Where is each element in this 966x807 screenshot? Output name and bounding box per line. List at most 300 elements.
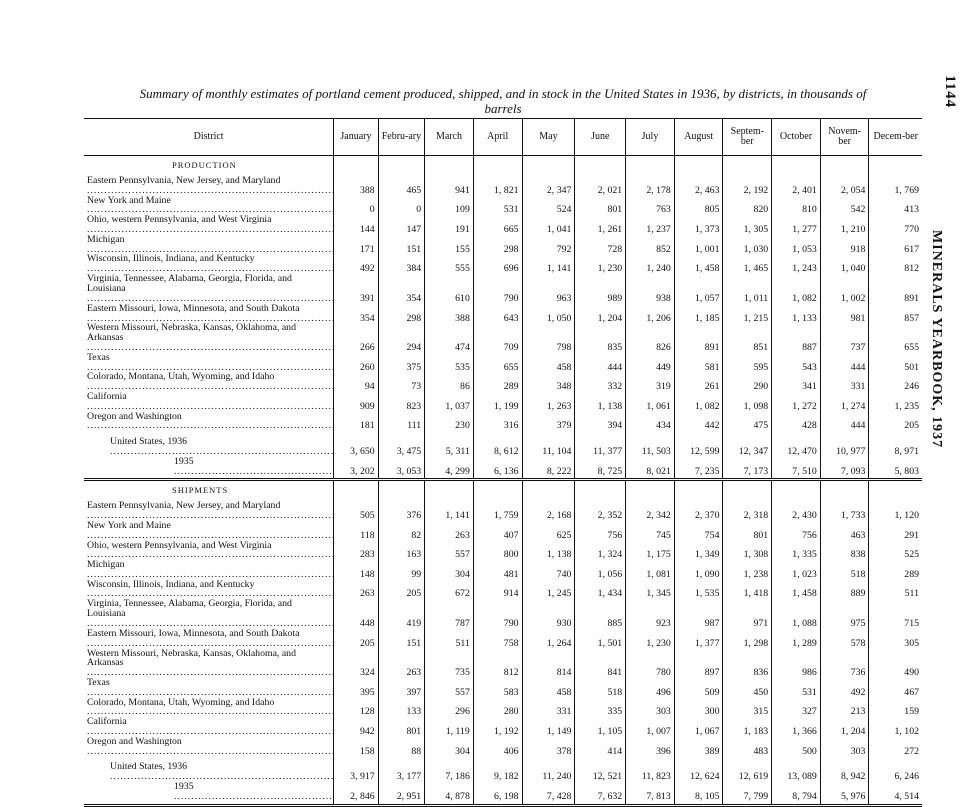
value-cell: 205 bbox=[378, 580, 425, 600]
value-cell: 1, 243 bbox=[772, 254, 821, 274]
value-cell: 823 bbox=[378, 392, 425, 412]
value-cell: 610 bbox=[425, 274, 474, 303]
value-cell: 1, 098 bbox=[723, 392, 772, 412]
value-cell: 1, 037 bbox=[425, 392, 474, 412]
total-value: 9, 182 bbox=[473, 756, 522, 782]
total-value: 2, 846 bbox=[334, 782, 378, 805]
district-name: Western Missouri, Nebraska, Kansas, Oklahoma, and Arkansas ..... bbox=[84, 323, 334, 352]
total-value: 12, 521 bbox=[575, 756, 626, 782]
value-cell: 181 bbox=[334, 412, 378, 432]
value-cell: 511 bbox=[425, 629, 474, 649]
value-cell: 319 bbox=[626, 372, 675, 392]
value-cell: 99 bbox=[378, 560, 425, 580]
value-cell: 395 bbox=[334, 678, 378, 698]
value-cell: 836 bbox=[723, 649, 772, 678]
total-value: 3, 053 bbox=[378, 457, 425, 480]
value-cell: 728 bbox=[575, 235, 626, 255]
total-value: 8, 942 bbox=[820, 756, 869, 782]
total-value: 11, 503 bbox=[626, 431, 675, 457]
value-cell: 1, 240 bbox=[626, 254, 675, 274]
value-cell: 375 bbox=[378, 353, 425, 373]
district-name: Wisconsin, Illinois, Indiana, and Kentucky ..... bbox=[84, 254, 334, 274]
value-cell: 324 bbox=[334, 649, 378, 678]
value-cell: 989 bbox=[575, 274, 626, 303]
value-cell: 1, 183 bbox=[723, 717, 772, 737]
value-cell: 696 bbox=[473, 254, 522, 274]
value-cell: 1, 501 bbox=[575, 629, 626, 649]
value-cell: 971 bbox=[723, 599, 772, 628]
total-value: 3, 475 bbox=[378, 431, 425, 457]
header-district: District bbox=[84, 119, 334, 156]
district-name: Wisconsin, Illinois, Indiana, and Kentucky ..... bbox=[84, 580, 334, 600]
value-cell: 490 bbox=[869, 649, 922, 678]
value-cell: 397 bbox=[378, 678, 425, 698]
table-row bbox=[84, 501, 922, 521]
value-cell: 1, 088 bbox=[772, 599, 821, 628]
empty-cell bbox=[674, 480, 723, 502]
value-cell: 88 bbox=[378, 737, 425, 757]
value-cell: 458 bbox=[522, 353, 575, 373]
value-cell: 191 bbox=[425, 215, 474, 235]
value-cell: 1, 759 bbox=[473, 501, 522, 521]
table-row bbox=[84, 176, 922, 196]
total-value: 3, 202 bbox=[334, 457, 378, 480]
value-cell: 246 bbox=[869, 372, 922, 392]
table-row bbox=[84, 353, 922, 373]
total-value: 6, 246 bbox=[869, 756, 922, 782]
value-cell: 205 bbox=[869, 412, 922, 432]
value-cell: 304 bbox=[425, 560, 474, 580]
value-cell: 518 bbox=[575, 678, 626, 698]
value-cell: 756 bbox=[575, 521, 626, 541]
value-cell: 800 bbox=[473, 541, 522, 561]
total-value: 12, 624 bbox=[674, 756, 723, 782]
value-cell: 1, 185 bbox=[674, 303, 723, 323]
value-cell: 450 bbox=[723, 678, 772, 698]
value-cell: 555 bbox=[425, 254, 474, 274]
total-value: 13, 089 bbox=[772, 756, 821, 782]
value-cell: 930 bbox=[522, 599, 575, 628]
value-cell: 798 bbox=[522, 323, 575, 352]
empty-cell bbox=[575, 480, 626, 502]
value-cell: 465 bbox=[378, 176, 425, 196]
value-cell: 1, 349 bbox=[674, 541, 723, 561]
value-cell: 394 bbox=[575, 412, 626, 432]
value-cell: 283 bbox=[334, 541, 378, 561]
empty-cell bbox=[378, 156, 425, 177]
value-cell: 665 bbox=[473, 215, 522, 235]
header-month: May bbox=[522, 119, 575, 156]
value-cell: 2, 347 bbox=[522, 176, 575, 196]
total-value: 7, 093 bbox=[820, 457, 869, 480]
value-cell: 1, 023 bbox=[772, 560, 821, 580]
value-cell: 889 bbox=[820, 580, 869, 600]
value-cell: 133 bbox=[378, 698, 425, 718]
total-value: 7, 173 bbox=[723, 457, 772, 480]
value-cell: 938 bbox=[626, 274, 675, 303]
caption-line-1: Summary of monthly estimates of portland cement produced, shipped, and in stock in the United States in 1936, by districts, in thousands of bbox=[139, 86, 867, 101]
value-cell: 1, 030 bbox=[723, 235, 772, 255]
district-name: Texas ..... bbox=[84, 353, 334, 373]
table-row bbox=[84, 392, 922, 412]
value-cell: 524 bbox=[522, 196, 575, 216]
district-name: Michigan ..... bbox=[84, 560, 334, 580]
value-cell: 1, 434 bbox=[575, 580, 626, 600]
value-cell: 1, 308 bbox=[723, 541, 772, 561]
total-value: 8, 725 bbox=[575, 457, 626, 480]
total-row-1935 bbox=[84, 782, 922, 805]
empty-cell bbox=[522, 480, 575, 502]
value-cell: 857 bbox=[869, 303, 922, 323]
value-cell: 885 bbox=[575, 599, 626, 628]
value-cell: 2, 318 bbox=[723, 501, 772, 521]
value-cell: 1, 377 bbox=[674, 629, 723, 649]
total-label: United States, 1936 ..... bbox=[84, 431, 334, 457]
value-cell: 531 bbox=[473, 196, 522, 216]
value-cell: 492 bbox=[820, 678, 869, 698]
value-cell: 1, 081 bbox=[626, 560, 675, 580]
table-row bbox=[84, 560, 922, 580]
value-cell: 1, 465 bbox=[723, 254, 772, 274]
table-row bbox=[84, 580, 922, 600]
value-cell: 595 bbox=[723, 353, 772, 373]
total-value: 8, 222 bbox=[522, 457, 575, 480]
value-cell: 1, 206 bbox=[626, 303, 675, 323]
value-cell: 474 bbox=[425, 323, 474, 352]
value-cell: 376 bbox=[378, 501, 425, 521]
table-row bbox=[84, 254, 922, 274]
value-cell: 780 bbox=[626, 649, 675, 678]
value-cell: 151 bbox=[378, 235, 425, 255]
section-title: PRODUCTION bbox=[172, 160, 237, 171]
value-cell: 1, 204 bbox=[820, 717, 869, 737]
value-cell: 583 bbox=[473, 678, 522, 698]
value-cell: 672 bbox=[425, 580, 474, 600]
value-cell: 756 bbox=[772, 521, 821, 541]
value-cell: 448 bbox=[334, 599, 378, 628]
empty-cell bbox=[522, 156, 575, 177]
value-cell: 82 bbox=[378, 521, 425, 541]
empty-cell bbox=[772, 156, 821, 177]
value-cell: 442 bbox=[674, 412, 723, 432]
value-cell: 941 bbox=[425, 176, 474, 196]
value-cell: 1, 230 bbox=[626, 629, 675, 649]
district-name: New York and Maine ..... bbox=[84, 521, 334, 541]
value-cell: 790 bbox=[473, 274, 522, 303]
value-cell: 841 bbox=[575, 649, 626, 678]
value-cell: 975 bbox=[820, 599, 869, 628]
value-cell: 296 bbox=[425, 698, 474, 718]
value-cell: 1, 230 bbox=[575, 254, 626, 274]
value-cell: 1, 082 bbox=[674, 392, 723, 412]
value-cell: 1, 215 bbox=[723, 303, 772, 323]
value-cell: 483 bbox=[723, 737, 772, 757]
table-row bbox=[84, 372, 922, 392]
value-cell: 1, 192 bbox=[473, 717, 522, 737]
table-row bbox=[84, 215, 922, 235]
value-cell: 444 bbox=[820, 353, 869, 373]
value-cell: 801 bbox=[378, 717, 425, 737]
value-cell: 736 bbox=[820, 649, 869, 678]
total-value: 8, 794 bbox=[772, 782, 821, 805]
value-cell: 289 bbox=[473, 372, 522, 392]
value-cell: 1, 090 bbox=[674, 560, 723, 580]
total-value: 2, 951 bbox=[378, 782, 425, 805]
value-cell: 754 bbox=[674, 521, 723, 541]
value-cell: 1, 120 bbox=[869, 501, 922, 521]
value-cell: 354 bbox=[378, 274, 425, 303]
value-cell: 316 bbox=[473, 412, 522, 432]
table-row bbox=[84, 599, 922, 628]
district-name: Eastern Pennsylvania, New Jersey, and Maryland ..... bbox=[84, 501, 334, 521]
value-cell: 1, 001 bbox=[674, 235, 723, 255]
value-cell: 1, 050 bbox=[522, 303, 575, 323]
value-cell: 1, 105 bbox=[575, 717, 626, 737]
total-label: United States, 1936 ..... bbox=[84, 756, 334, 782]
value-cell: 413 bbox=[869, 196, 922, 216]
value-cell: 272 bbox=[869, 737, 922, 757]
table-row bbox=[84, 678, 922, 698]
section-title: SHIPMENTS bbox=[172, 485, 229, 496]
header-month: July bbox=[626, 119, 675, 156]
total-value: 11, 104 bbox=[522, 431, 575, 457]
empty-cell bbox=[674, 156, 723, 177]
value-cell: 891 bbox=[674, 323, 723, 352]
value-cell: 501 bbox=[869, 353, 922, 373]
value-cell: 1, 040 bbox=[820, 254, 869, 274]
value-cell: 2, 430 bbox=[772, 501, 821, 521]
value-cell: 740 bbox=[522, 560, 575, 580]
value-cell: 1, 264 bbox=[522, 629, 575, 649]
value-cell: 147 bbox=[378, 215, 425, 235]
empty-cell bbox=[772, 480, 821, 502]
value-cell: 391 bbox=[334, 274, 378, 303]
value-cell: 897 bbox=[674, 649, 723, 678]
value-cell: 709 bbox=[473, 323, 522, 352]
total-value: 10, 977 bbox=[820, 431, 869, 457]
value-cell: 94 bbox=[334, 372, 378, 392]
value-cell: 467 bbox=[869, 678, 922, 698]
value-cell: 434 bbox=[626, 412, 675, 432]
value-cell: 109 bbox=[425, 196, 474, 216]
empty-cell bbox=[820, 156, 869, 177]
value-cell: 158 bbox=[334, 737, 378, 757]
value-cell: 531 bbox=[772, 678, 821, 698]
value-cell: 826 bbox=[626, 323, 675, 352]
header-month: Decem-ber bbox=[869, 119, 922, 156]
total-value: 7, 510 bbox=[772, 457, 821, 480]
value-cell: 1, 535 bbox=[674, 580, 723, 600]
district-name: Eastern Missouri, Iowa, Minnesota, and South Dakota ..... bbox=[84, 629, 334, 649]
district-name: Western Missouri, Nebraska, Kansas, Oklahoma, and Arkansas ..... bbox=[84, 649, 334, 678]
table-row bbox=[84, 412, 922, 432]
table-row bbox=[84, 541, 922, 561]
total-row-1936 bbox=[84, 431, 922, 457]
value-cell: 406 bbox=[473, 737, 522, 757]
value-cell: 2, 352 bbox=[575, 501, 626, 521]
value-cell: 643 bbox=[473, 303, 522, 323]
value-cell: 543 bbox=[772, 353, 821, 373]
value-cell: 1, 263 bbox=[522, 392, 575, 412]
district-name: Virginia, Tennessee, Alabama, Georgia, Florida, and Louisiana ..... bbox=[84, 599, 334, 628]
value-cell: 266 bbox=[334, 323, 378, 352]
value-cell: 542 bbox=[820, 196, 869, 216]
total-value: 7, 632 bbox=[575, 782, 626, 805]
value-cell: 1, 272 bbox=[772, 392, 821, 412]
value-cell: 2, 370 bbox=[674, 501, 723, 521]
value-cell: 1, 057 bbox=[674, 274, 723, 303]
district-name: Michigan ..... bbox=[84, 235, 334, 255]
header-month: June bbox=[575, 119, 626, 156]
value-cell: 1, 335 bbox=[772, 541, 821, 561]
header-month: October bbox=[772, 119, 821, 156]
table-row bbox=[84, 717, 922, 737]
value-cell: 735 bbox=[425, 649, 474, 678]
value-cell: 1, 053 bbox=[772, 235, 821, 255]
value-cell: 159 bbox=[869, 698, 922, 718]
value-cell: 1, 345 bbox=[626, 580, 675, 600]
value-cell: 981 bbox=[820, 303, 869, 323]
value-cell: 280 bbox=[473, 698, 522, 718]
total-value: 12, 599 bbox=[674, 431, 723, 457]
total-value: 12, 619 bbox=[723, 756, 772, 782]
value-cell: 378 bbox=[522, 737, 575, 757]
total-value: 5, 803 bbox=[869, 457, 922, 480]
district-name: California ..... bbox=[84, 717, 334, 737]
total-value: 7, 186 bbox=[425, 756, 474, 782]
table-row bbox=[84, 274, 922, 303]
value-cell: 525 bbox=[869, 541, 922, 561]
value-cell: 1, 237 bbox=[626, 215, 675, 235]
district-name: New York and Maine ..... bbox=[84, 196, 334, 216]
value-cell: 557 bbox=[425, 541, 474, 561]
value-cell: 500 bbox=[772, 737, 821, 757]
value-cell: 148 bbox=[334, 560, 378, 580]
value-cell: 557 bbox=[425, 678, 474, 698]
value-cell: 144 bbox=[334, 215, 378, 235]
empty-cell bbox=[334, 480, 378, 502]
value-cell: 1, 056 bbox=[575, 560, 626, 580]
total-value: 3, 650 bbox=[334, 431, 378, 457]
total-value: 11, 240 bbox=[522, 756, 575, 782]
value-cell: 261 bbox=[674, 372, 723, 392]
value-cell: 891 bbox=[869, 274, 922, 303]
total-value: 5, 976 bbox=[820, 782, 869, 805]
value-cell: 790 bbox=[473, 599, 522, 628]
value-cell: 1, 082 bbox=[772, 274, 821, 303]
table-row bbox=[84, 235, 922, 255]
table-caption bbox=[84, 86, 922, 116]
section-header bbox=[84, 480, 922, 502]
table-row bbox=[84, 737, 922, 757]
value-cell: 1, 458 bbox=[772, 580, 821, 600]
total-value: 7, 799 bbox=[723, 782, 772, 805]
value-cell: 801 bbox=[723, 521, 772, 541]
value-cell: 1, 298 bbox=[723, 629, 772, 649]
value-cell: 581 bbox=[674, 353, 723, 373]
total-value: 12, 347 bbox=[723, 431, 772, 457]
value-cell: 787 bbox=[425, 599, 474, 628]
value-cell: 327 bbox=[772, 698, 821, 718]
total-row-1936 bbox=[84, 756, 922, 782]
running-head: MINERALS YEARBOOK, 1937 bbox=[929, 230, 944, 449]
value-cell: 1, 007 bbox=[626, 717, 675, 737]
value-cell: 230 bbox=[425, 412, 474, 432]
header-month: Febru-ary bbox=[378, 119, 425, 156]
empty-cell bbox=[425, 480, 474, 502]
value-cell: 715 bbox=[869, 599, 922, 628]
value-cell: 303 bbox=[626, 698, 675, 718]
total-value: 5, 311 bbox=[425, 431, 474, 457]
value-cell: 1, 324 bbox=[575, 541, 626, 561]
value-cell: 414 bbox=[575, 737, 626, 757]
total-value: 12, 470 bbox=[772, 431, 821, 457]
value-cell: 298 bbox=[473, 235, 522, 255]
total-value: 8, 105 bbox=[674, 782, 723, 805]
table-row bbox=[84, 323, 922, 352]
table-row bbox=[84, 521, 922, 541]
value-cell: 305 bbox=[869, 629, 922, 649]
value-cell: 396 bbox=[626, 737, 675, 757]
value-cell: 2, 021 bbox=[575, 176, 626, 196]
value-cell: 331 bbox=[820, 372, 869, 392]
total-value: 3, 177 bbox=[378, 756, 425, 782]
empty-cell bbox=[378, 480, 425, 502]
value-cell: 909 bbox=[334, 392, 378, 412]
value-cell: 298 bbox=[378, 303, 425, 323]
header-month: Novem-ber bbox=[820, 119, 869, 156]
value-cell: 331 bbox=[522, 698, 575, 718]
value-cell: 263 bbox=[334, 580, 378, 600]
total-label: 1935 ..... bbox=[84, 782, 334, 805]
value-cell: 1, 133 bbox=[772, 303, 821, 323]
value-cell: 1, 204 bbox=[575, 303, 626, 323]
value-cell: 505 bbox=[334, 501, 378, 521]
empty-cell bbox=[334, 156, 378, 177]
total-value: 4, 299 bbox=[425, 457, 474, 480]
empty-cell bbox=[473, 480, 522, 502]
table-row bbox=[84, 303, 922, 323]
empty-cell bbox=[473, 156, 522, 177]
district-name: Ohio, western Pennsylvania, and West Virginia ..... bbox=[84, 541, 334, 561]
value-cell: 171 bbox=[334, 235, 378, 255]
total-value: 4, 514 bbox=[869, 782, 922, 805]
district-name: Oregon and Washington ..... bbox=[84, 412, 334, 432]
header-month: Septem-ber bbox=[723, 119, 772, 156]
value-cell: 496 bbox=[626, 678, 675, 698]
value-cell: 407 bbox=[473, 521, 522, 541]
value-cell: 942 bbox=[334, 717, 378, 737]
section-header bbox=[84, 156, 922, 177]
header-row bbox=[84, 119, 922, 156]
value-cell: 428 bbox=[772, 412, 821, 432]
value-cell: 852 bbox=[626, 235, 675, 255]
value-cell: 263 bbox=[378, 649, 425, 678]
total-value: 6, 198 bbox=[473, 782, 522, 805]
value-cell: 617 bbox=[869, 235, 922, 255]
value-cell: 1, 261 bbox=[575, 215, 626, 235]
value-cell: 814 bbox=[522, 649, 575, 678]
total-value: 7, 813 bbox=[626, 782, 675, 805]
value-cell: 388 bbox=[334, 176, 378, 196]
value-cell: 770 bbox=[869, 215, 922, 235]
value-cell: 801 bbox=[575, 196, 626, 216]
value-cell: 1, 119 bbox=[425, 717, 474, 737]
empty-cell bbox=[575, 156, 626, 177]
value-cell: 290 bbox=[723, 372, 772, 392]
value-cell: 1, 149 bbox=[522, 717, 575, 737]
value-cell: 535 bbox=[425, 353, 474, 373]
